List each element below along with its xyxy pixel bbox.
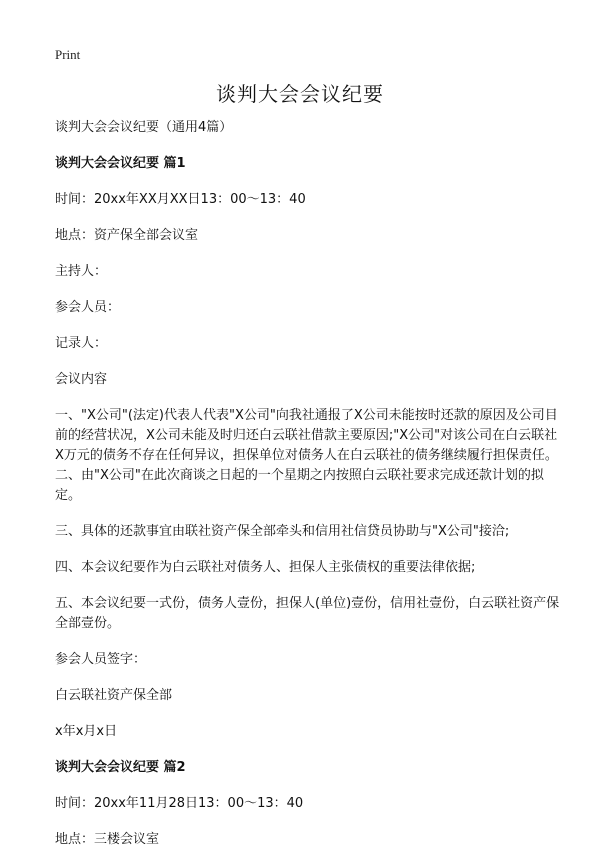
content-paragraph-1: 一、"X公司"(法定)代表人代表"X公司"向我社通报了X公司未能按时还款的原因及公司目前的经营状况，X公司未能及时归还白云联社借款主要原因;"X公司"对该公司在白云联社X万元的债务不存在任何异议，担保单位对债务人在白云联社的债务继续履行担保责任。二、由"X公司"在此次商谈之日起的一个星期之内按照白云联社要求完成还款计划的拟定。 [55,408,558,503]
time-line-2: 时间：20xx年11月28日13：00～13：40 [55,796,304,811]
section-heading-1: 谈判大会会议纪要 篇1 [55,156,186,171]
meeting-content-label: 会议内容 [55,372,108,387]
attendees-line: 参会人员： [55,300,121,315]
recorder-line: 记录人： [55,336,108,351]
document-title: 谈判大会会议纪要 [216,82,384,106]
content-paragraph-4: 四、本会议纪要作为白云联社对债务人、担保人主张债权的重要法律依据; [55,560,476,575]
content-paragraph-3: 三、具体的还款事宜由联社资产保全部牵头和信用社信贷员协助与"X公司"接洽; [55,524,510,539]
document-body [55,118,560,866]
host-line: 主持人： [55,264,108,279]
department-line: 白云联社资产保全部 [55,688,173,703]
location-line-1: 地点：资产保全部会议室 [55,228,199,243]
location-line-2: 地点：三楼会议室 [55,832,160,847]
print-label[interactable]: Print [55,47,81,62]
time-line-1: 时间：20xx年XX月XX日13：00～13：40 [55,192,306,207]
signature-label: 参会人员签字： [55,652,147,667]
subtitle-line: 谈判大会会议纪要（通用4篇） [55,120,233,135]
date-line: x年x月x日 [55,724,118,739]
content-paragraph-5: 五、本会议纪要一式份，债务人壹份，担保人(单位)壹份，信用社壹份，白云联社资产保全部壹份。 [55,596,560,631]
section-heading-2: 谈判大会会议纪要 篇2 [55,760,186,775]
